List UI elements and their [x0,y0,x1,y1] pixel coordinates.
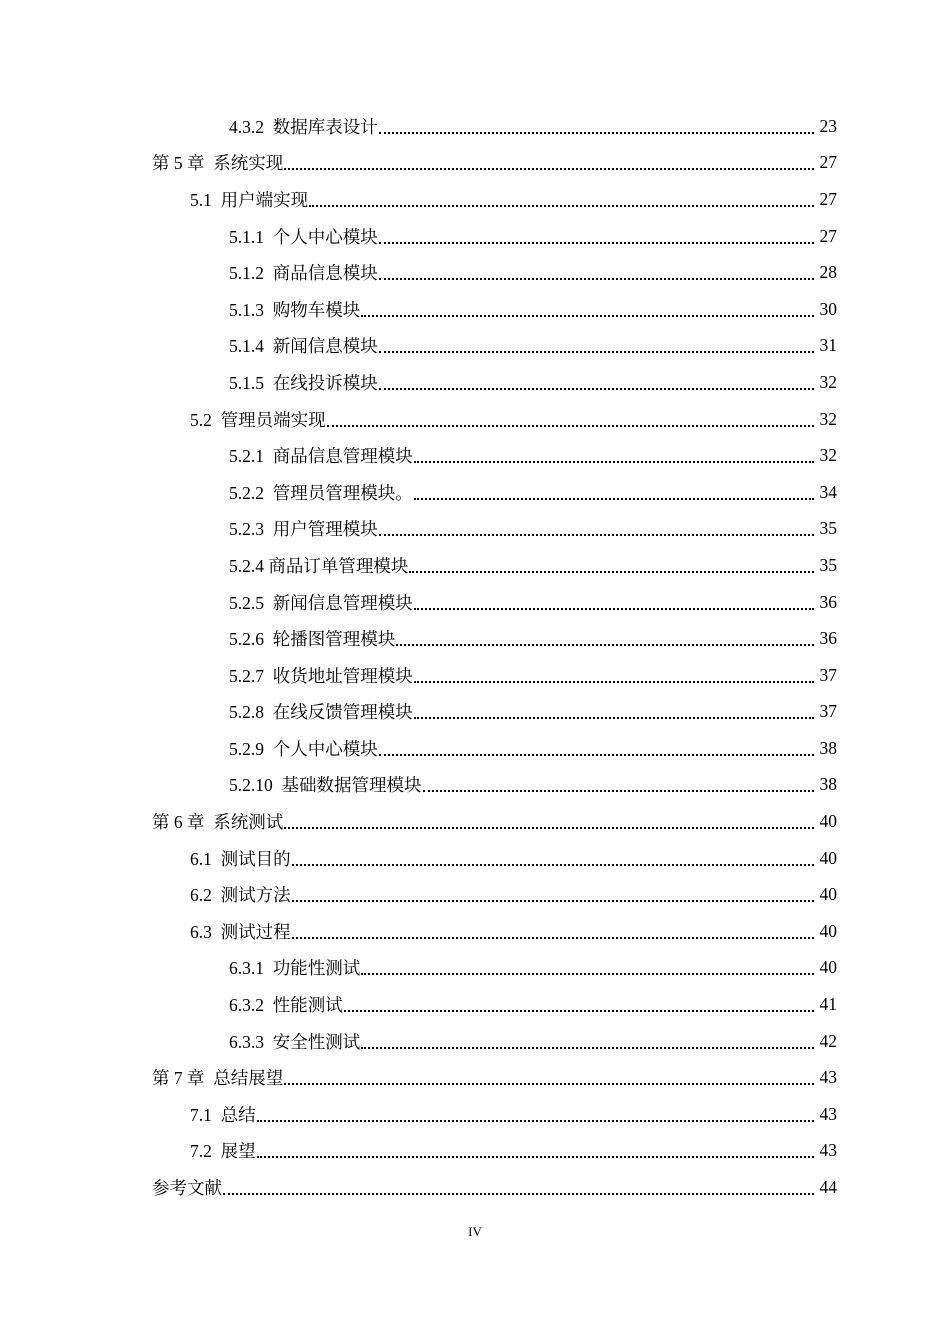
toc-entry[interactable] [0,1096,950,1133]
toc-entry-page: 37 [819,701,837,722]
toc-entry-title: 第 5 章 系统实现 [152,153,284,174]
toc-entry[interactable] [0,437,950,474]
toc-entry[interactable] [0,913,950,950]
toc-entry[interactable] [0,401,950,438]
dot-leader [414,607,814,610]
toc-entry[interactable] [0,694,950,731]
toc-entry-page: 31 [819,335,837,356]
toc-entry[interactable] [0,1133,950,1170]
dot-leader [379,131,814,134]
toc-entry-title: 7.1 总结 [190,1104,256,1125]
toc-entry-title: 4.3.2 数据库表设计 [229,116,378,137]
toc-entry-title: 第 6 章 系统测试 [152,812,284,833]
toc-entry-title: 5.2.3 用户管理模块 [229,519,378,540]
toc-entry-title: 5.2.6 轮播图管理模块 [229,629,396,650]
dot-leader [409,570,814,573]
toc-entry[interactable] [0,730,950,767]
toc-entry-page: 38 [819,774,837,795]
toc-entry[interactable] [0,291,950,328]
toc-entry[interactable] [0,145,950,182]
dot-leader [379,277,814,280]
dot-leader [379,387,814,390]
toc-entry-title: 5.2.4 商品订单管理模块 [229,555,409,576]
dot-leader [379,533,814,536]
toc-entry-page: 32 [819,445,837,466]
toc-entry[interactable] [0,876,950,913]
toc-entry-title: 6.2 测试方法 [190,885,291,906]
toc-entry-title: 5.1.2 商品信息模块 [229,263,378,284]
toc-entry[interactable] [0,547,950,584]
toc-entry-title: 6.1 测试目的 [190,848,291,869]
toc-entry-page: 40 [819,847,837,868]
toc-entry-page: 27 [819,188,837,209]
toc-entry-title: 5.2.9 个人中心模块 [229,738,378,759]
toc-entry-page: 43 [819,1067,837,1088]
dot-leader [361,972,814,975]
toc-entry[interactable] [0,254,950,291]
toc-entry-title: 5.2.5 新闻信息管理模块 [229,592,413,613]
dot-leader [284,826,814,829]
toc-entry-page: 32 [819,408,837,429]
toc-entry[interactable] [0,108,950,145]
dot-leader [414,680,814,683]
dot-leader [257,1155,814,1158]
toc-entry-page: 40 [819,957,837,978]
toc-entry-page: 32 [819,371,837,392]
toc-entry-page: 37 [819,664,837,685]
toc-entry-title: 5.2.10 基础数据管理模块 [229,775,422,796]
toc-entry-title: 参考文献 [152,1178,222,1199]
dot-leader [414,460,814,463]
toc-entry-page: 27 [819,225,837,246]
toc-entry[interactable] [0,1169,950,1206]
toc-entry-title: 5.2.2 管理员管理模块。 [229,482,413,503]
dot-leader [292,863,814,866]
toc-entry-title: 5.1.4 新闻信息模块 [229,336,378,357]
dot-leader [414,497,814,500]
toc-entry[interactable] [0,364,950,401]
dot-leader [292,936,814,939]
toc-entry-page: 36 [819,591,837,612]
toc-entry[interactable] [0,620,950,657]
toc-entry-page: 27 [819,152,837,173]
toc-entry[interactable] [0,584,950,621]
toc-entry[interactable] [0,767,950,804]
toc-entry-page: 38 [819,737,837,758]
toc-entry-page: 40 [819,811,837,832]
dot-leader [379,350,814,353]
dot-leader [284,1082,814,1085]
dot-leader [414,716,814,719]
dot-leader [344,1009,814,1012]
dot-leader [257,1119,814,1122]
toc-entry[interactable] [0,950,950,987]
toc-entry-title: 6.3 测试过程 [190,921,291,942]
dot-leader [223,1192,814,1195]
dot-leader [309,204,814,207]
toc-entry[interactable] [0,511,950,548]
dot-leader [379,241,814,244]
toc-entry-page: 36 [819,628,837,649]
toc-entry[interactable] [0,840,950,877]
toc-entry-title: 5.2 管理员端实现 [190,409,326,430]
toc-entry-page: 34 [819,481,837,502]
toc-entry-page: 43 [819,1103,837,1124]
toc-entry-title: 6.3.2 性能测试 [229,995,343,1016]
toc-entry[interactable] [0,986,950,1023]
toc-entry-page: 35 [819,554,837,575]
page-number: IV [468,1224,482,1239]
toc-entry-title: 5.2.7 收货地址管理模块 [229,665,413,686]
dot-leader [379,753,814,756]
toc-entry[interactable] [0,328,950,365]
toc-entry-title: 6.3.1 功能性测试 [229,958,361,979]
toc-entry-title: 7.2 展望 [190,1141,256,1162]
toc-entry[interactable] [0,1059,950,1096]
toc-entry-title: 5.1 用户端实现 [190,189,309,210]
toc-entry[interactable] [0,474,950,511]
dot-leader [396,643,814,646]
dot-leader [423,789,815,792]
toc-entry-page: 44 [819,1177,837,1198]
toc-entry-title: 5.1.1 个人中心模块 [229,226,378,247]
toc-entry-page: 30 [819,298,837,319]
toc-entry-title: 第 7 章 总结展望 [152,1068,284,1089]
toc-entry-title: 6.3.3 安全性测试 [229,1031,361,1052]
toc-entry-page: 40 [819,884,837,905]
toc-entry[interactable] [0,1023,950,1060]
toc-entry-page: 41 [819,994,837,1015]
toc-entry-page: 42 [819,1030,837,1051]
dot-leader [361,1046,814,1049]
dot-leader [327,424,814,427]
toc-entry[interactable] [0,657,950,694]
toc-entry[interactable] [0,803,950,840]
toc-entry[interactable] [0,218,950,255]
dot-leader [292,899,814,902]
toc-entry[interactable] [0,181,950,218]
toc-entry-title: 5.2.8 在线反馈管理模块 [229,702,413,723]
toc-entry-page: 43 [819,1140,837,1161]
toc-entry-page: 35 [819,518,837,539]
toc-entry-page: 40 [819,920,837,941]
toc-entry-page: 23 [819,115,837,136]
dot-leader [284,167,814,170]
dot-leader [361,314,814,317]
toc-entry-title: 5.1.5 在线投诉模块 [229,372,378,393]
toc-entry-page: 28 [819,262,837,283]
toc-entry-title: 5.2.1 商品信息管理模块 [229,446,413,467]
toc-entry-title: 5.1.3 购物车模块 [229,299,361,320]
table-of-contents [0,108,950,1206]
